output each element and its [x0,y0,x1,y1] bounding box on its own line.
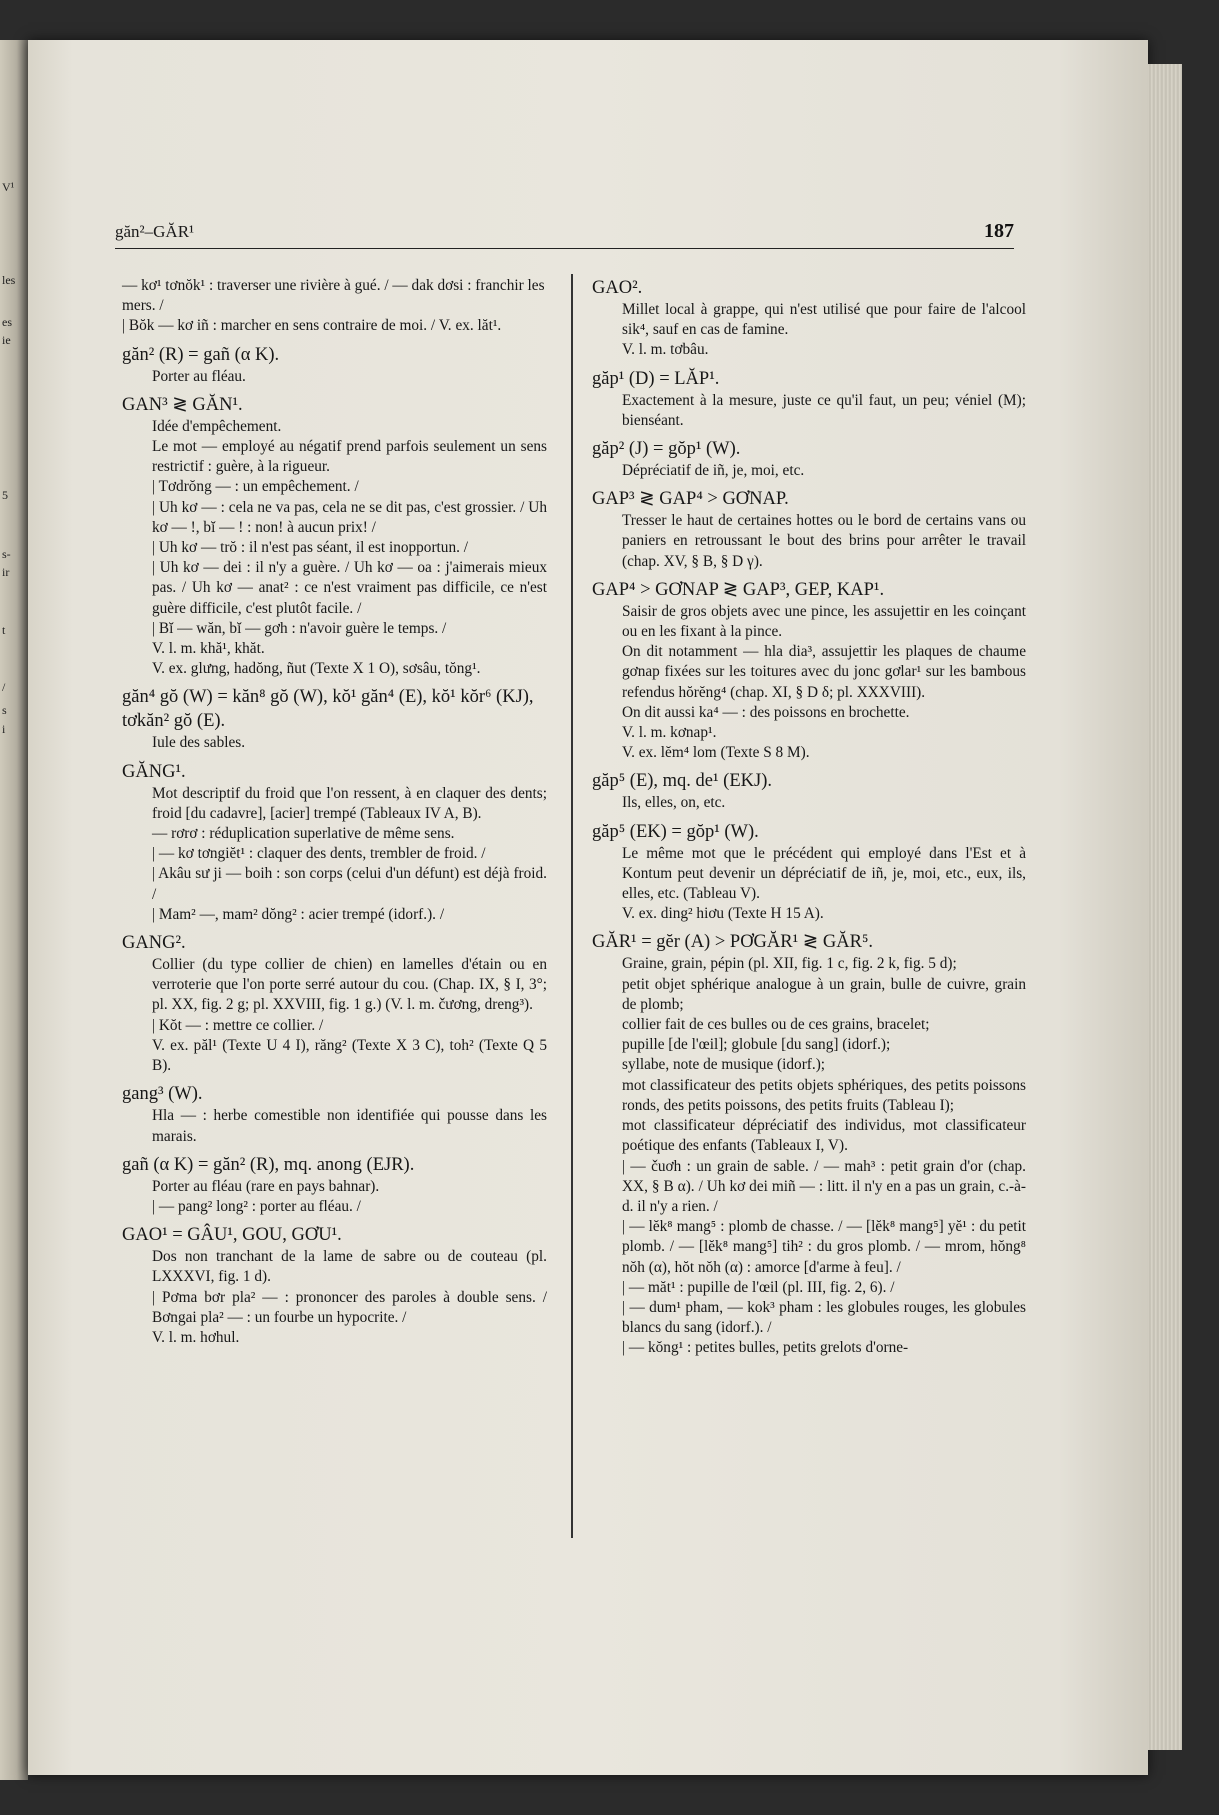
headword: GAO². [592,278,643,298]
column-divider [571,274,573,1538]
headword: găn⁴ gŏ (W) = kăn⁸ gŏ (W), kŏ¹ găn⁴ (E), kŏ¹ kŏr⁶ (KJ), tơkăn² gŏ (E). [122,687,534,732]
cross-reference: V. l. m. kơnap¹. [622,724,717,742]
left-page-fragment: les [2,273,16,287]
example: | Uh kơ — : cela ne va pas, cela ne se dit pas, c'est grossier. / Uh kơ — !, bĭ — ! : non! à aucun prix! / [152,498,547,536]
entry-continuation: | Bŏk — kơ iñ : marcher en sens contraire de moi. / V. ex. lăt¹. [122,317,502,335]
left-page-edge [0,40,28,1780]
cross-reference: V. l. m. tơbâu. [622,341,709,359]
left-page-fragment: es [2,315,12,329]
headword: găp⁵ (EK) = gŏp¹ (W). [592,821,759,842]
headword: GAO¹ = GÂU¹, GOU, GƠU¹. [122,1225,342,1246]
definition: Le mot — employé au négatif prend parfois seulement un sens restrictif : guère, à la rigueur. [152,438,547,476]
definition: mot classificateur dépréciatif des individus, mot classificateur poétique des enfants (Tableaux I, V). [622,1117,1026,1155]
left-page-fragment: s [2,703,7,717]
example: | — dum¹ pham, — kok³ pham : les globules rouges, les globules blancs du sang (idorf.). / [622,1298,1026,1337]
definition: Dos non tranchant de la lame de sabre ou de couteau (pl. LXXXVI, fig. 1 d). [152,1248,547,1286]
definition: Collier (du type collier de chien) en lamelles d'étain ou en verroterie que l'on porte serré autour du cou. (Chap. IX, § I, 3°; pl. XX, fig. 2 g; pl. XXVIII, fig. 1 g.) (V. l. m. čương, dreng³). [152,956,547,1014]
definition: petit objet sphérique analogue à un grain, bulle de cuivre, grain de plomb; [622,975,1026,1013]
left-page-fragment: V¹ [2,180,15,194]
example: | — kŏng¹ : petites bulles, petits grelots d'orne- [622,1339,909,1357]
headword: găp² (J) = gŏp¹ (W). [592,439,741,460]
left-page-fragment: i [2,722,6,736]
cross-reference: V. ex. lĕm⁴ lom (Texte S 8 M). [622,744,810,762]
definition: mot classificateur des petits objets sphériques, des petits poissons ronds, des petits poissons, des petits fruits (Tableau I); [622,1076,1026,1114]
definition: Ils, elles, on, etc. [622,794,726,812]
definition: pupille [de l'œil]; globule [du sang] (idorf.); [622,1036,891,1054]
definition: Dépréciatif de iñ, je, moi, etc. [622,462,805,480]
left-column [122,276,547,1348]
headword: GAP⁴ > GƠNAP ≷ GAP³, GEP, KAP¹. [592,579,885,600]
definition: Saisir de gros objets avec une pince, les assujettir en les coinçant ou en les fixant à la pince. [622,602,1026,641]
definition: Hla — : herbe comestible non identifiée qui pousse dans les marais. [152,1107,547,1145]
headword: găp¹ (D) = LĂP¹. [592,368,720,389]
running-head [115,222,1014,249]
definition: Porter au fléau. [152,367,246,385]
example: | Kŏt — : mettre ce collier. / [152,1016,324,1034]
definition: Iule des sables. [152,734,246,752]
definition: Porter au fléau (rare en pays bahnar). [152,1177,380,1195]
headword: găn² (R) = gañ (α K). [122,344,280,365]
definition: Idée d'empêchement. [152,417,282,435]
definition: Graine, grain, pépin (pl. XII, fig. 1 c, fig. 2 k, fig. 5 d); [622,955,957,973]
example: | — pang² long² : porter au fléau. / [152,1197,361,1215]
running-head-entries: găn²–GĂR¹ [115,222,195,241]
headword: GĂR¹ = gĕr (A) > PƠGĂR¹ ≷ GĂR⁵. [592,932,874,953]
headword: găp⁵ (E), mq. de¹ (EKJ). [592,771,772,792]
example: | Pơma bơr pla² — : prononcer des paroles à double sens. / Bơngai pla² — : un fourbe un hypocrite. / [152,1288,547,1326]
page-number: 187 [984,220,1014,242]
definition: Tresser le haut de certaines hottes ou le bord de certains vans ou paniers en retroussant le bout des brins pour arrêter le travail (chap. XV, § B, § D γ). [622,512,1026,570]
headword: gañ (α K) = găn² (R), mq. anong (EJR). [122,1154,415,1175]
definition: On dit notamment — hla dia³, assujettir les plaques de chaume gơnap fixées sur les toitures avec du jonc gơlar¹ sur les bambous refendus hŏrĕng⁴ (chap. XI, § D δ; pl. XXXVIII). [622,643,1026,701]
headword: GĂNG¹. [122,761,186,782]
example: | Akâu sư ji — boih : son corps (celui d'un défunt) est déjà froid. / [152,865,547,903]
definition: Mot descriptif du froid que l'on ressent, à en claquer des dents; froid [du cadavre], [acier] trempé (Tableaux IV A, B). [152,784,547,822]
definition: Le même mot que le précédent qui employé dans l'Est et à Kontum peut devenir un dépréciatif de iñ, je, moi, etc., eux, ils, elles, etc. (Tableau V). [622,844,1026,903]
example: | Mam² —, mam² dŏng² : acier trempé (idorf.). / [152,905,445,923]
definition: Millet local à grappe, qui n'est utilisé que pour faire de l'alcool sik⁴, sauf en cas de famine. [622,301,1026,339]
definition: On dit aussi ka⁴ — : des poissons en brochette. [622,703,910,721]
example: | — măt¹ : pupille de l'œil (pl. III, fig. 2, 6). / [622,1278,895,1296]
cross-reference: V. ex. păl¹ (Texte U 4 I), răng² (Texte X 3 C), toh² (Texte Q 5 B). [152,1036,547,1075]
headword: GAP³ ≷ GAP⁴ > GƠNAP. [592,489,789,510]
cross-reference: V. ex. ding² hiơu (Texte H 15 A). [622,905,824,923]
definition: syllabe, note de musique (idorf.); [622,1056,826,1074]
cross-reference: V. l. m. hơhul. [152,1328,240,1346]
left-page-fragment: / [2,680,6,694]
cross-reference: V. ex. glưng, hadŏng, ñut (Texte X 1 O), sơsâu, tŏng¹. [152,660,481,678]
right-column [592,276,1026,1359]
cross-reference: V. l. m. khă¹, khăt. [152,640,265,658]
example: | — lĕk⁸ mang⁵ : plomb de chasse. / — [lĕk⁸ mang⁵] yĕ¹ : du petit plomb. / — [lĕk⁸ mang⁵] tih² : du gros plomb. / — mrom, hŏng⁸ nŏh (α), hŏt nŏh (α) : amorce [d'arme à feu]. / [622,1218,1026,1276]
example: | — kơ tơngiĕt¹ : claquer des dents, trembler de froid. / [152,845,486,863]
page-stack-edge [1148,64,1182,1750]
left-page-fragment: 5 [2,488,8,502]
left-page-fragment: ir [2,565,10,579]
definition: Exactement à la mesure, juste ce qu'il faut, un peu; véniel (M); bienséant. [622,391,1026,429]
headword: gang³ (W). [122,1084,203,1105]
definition: collier fait de ces bulles ou de ces grains, bracelet; [622,1016,930,1034]
example: | Uh kơ — trŏ : il n'est pas séant, il est inopportun. / [152,539,468,557]
example: | Bĭ — wăn, bĭ — gơh : n'avoir guère le temps. / [152,619,447,637]
entry-continuation: — kơ¹ tơnŏk¹ : traverser une rivière à gué. / — dak dơsi : franchir les mers. / [122,277,545,315]
example: | Tơdrŏng — : un empêchement. / [152,478,359,496]
left-page-fragment: ie [2,333,11,347]
left-page-fragment: s- [2,547,11,561]
headword: GANG². [122,933,186,954]
example: | Uh kơ — dei : il n'y a guère. / Uh kơ — oa : j'aimerais mieux pas. / Uh kơ — anat² : ce n'est vraiment pas difficile, ce n'est guère difficile, c'est plutôt facile. / [152,559,547,617]
headword: GAN³ ≷ GĂN¹. [122,394,243,415]
left-page-fragment: t [2,623,6,637]
example: | — čuơh : un grain de sable. / — mah³ : petit grain d'or (chap. XX, § B α). / Uh kơ dei miñ — : litt. il n'y en a pas un grain, c.-à-d. il n'y a rien. / [622,1157,1026,1215]
definition: — rơrơ : réduplication superlative de même sens. [152,825,455,843]
